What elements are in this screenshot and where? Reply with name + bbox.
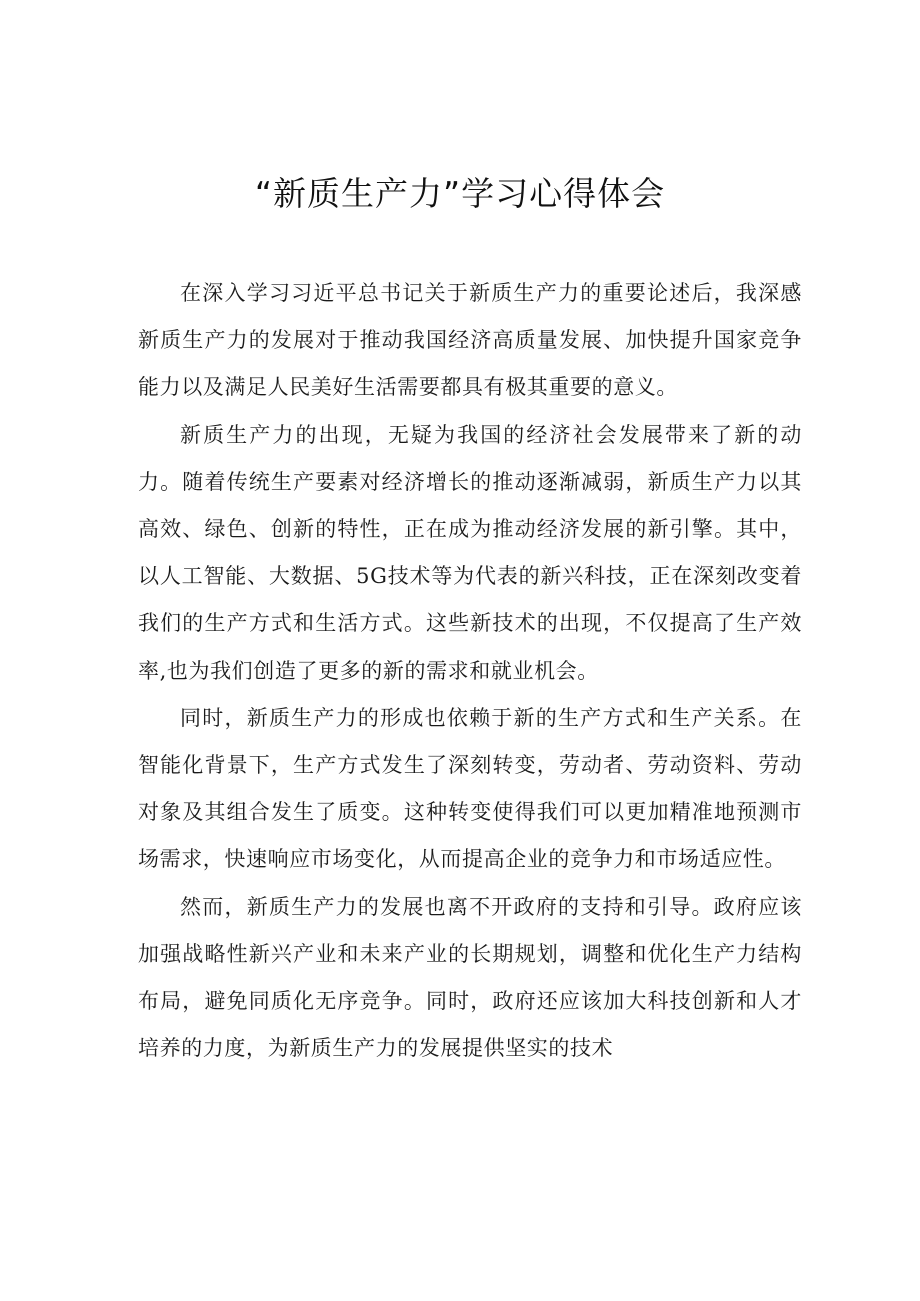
paragraph-4: 然而，新质生产力的发展也离不开政府的支持和引导。政府应该加强战略性新兴产业和未来产业的长期规划，调整和优化生产力结构布局，避免同质化无序竞争。同时，政府还应该加大科技创新和人才培养的力度，为新质生产力的发展提供坚实的技术 (138, 894, 802, 1061)
paragraph-2: 新质生产力的出现，无疑为我国的经济社会发展带来了新的动力。随着传统生产要素对经济增长的推动逐渐减弱，新质生产力以其高效、绿色、创新的特性，正在成为推动经济发展的新引擎。其中，以人工智能、大数据、5G技术等为代表的新兴科技，正在深刻改变着我们的生产方式和生活方式。这些新技术的出现，不仅提高了生产效率,也为我们创造了更多的新的需求和就业机会。 (138, 422, 802, 683)
paragraph-3: 同时，新质生产力的形成也依赖于新的生产方式和生产关系。在智能化背景下，生产方式发生了深刻转变，劳动者、劳动资料、劳动对象及其组合发生了质变。这种转变使得我们可以更加精准地预测市场需求，快速响应市场变化，从而提高企业的竞争力和市场适应性。 (138, 705, 802, 872)
document-body (138, 270, 802, 1072)
paragraph-1: 在深入学习习近平总书记关于新质生产力的重要论述后，我深感新质生产力的发展对于推动我国经济高质量发展、加快提升国家竞争能力以及满足人民美好生活需要都具有极其重要的意义。 (138, 281, 802, 400)
document-title: “新质生产力”学习心得体会 (254, 174, 666, 213)
